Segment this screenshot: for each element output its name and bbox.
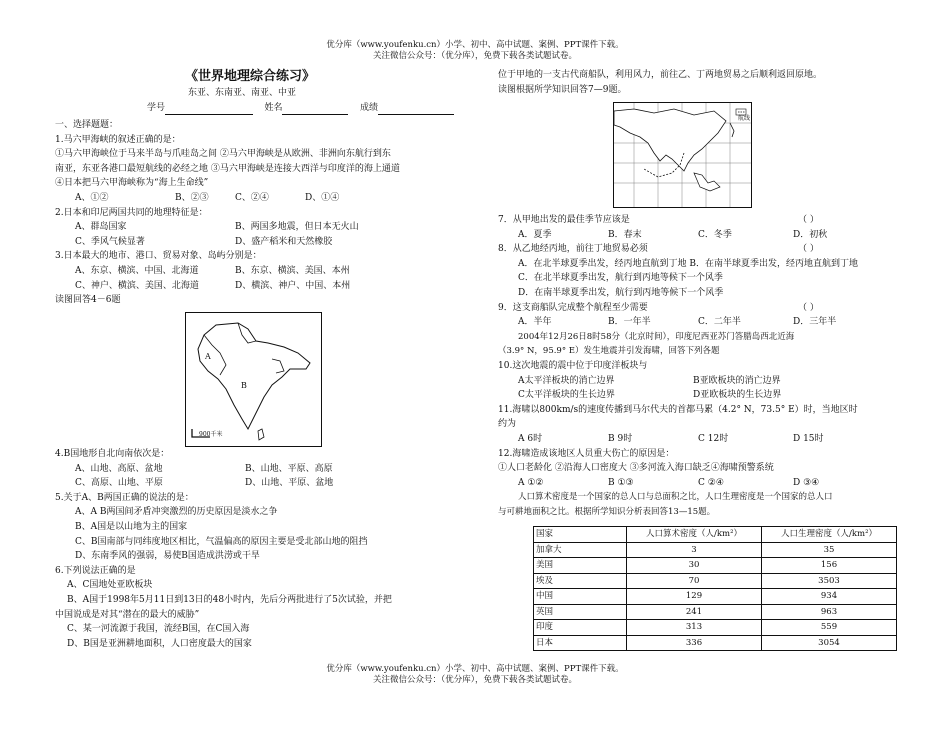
table-cell-physiological: 3503 [762, 573, 897, 589]
q2-option-b[interactable]: B、两国多地震，但日本无火山 [235, 222, 359, 233]
q4-options-row-1 [55, 462, 455, 477]
q11-option-c[interactable]: C 12时 [698, 433, 729, 444]
q4-option-c[interactable]: C、高原、山地、平原 [75, 478, 163, 489]
student-name-field[interactable] [282, 104, 348, 115]
right-questions [498, 213, 900, 519]
q1-line-3: ④日本把马六甲海峡称为“海上生命线” [55, 178, 209, 189]
score-field[interactable] [378, 104, 454, 115]
q3-option-a[interactable]: A、东京、横滨、中国、北海道 [75, 265, 199, 276]
table-cell-physiological: 559 [762, 620, 897, 636]
q1-option-d[interactable]: D、①④ [305, 192, 340, 203]
q6-option-b-line-2: 中国说成是对其“潜在的最大的威胁” [55, 609, 200, 620]
q9-option-c[interactable]: C．二年半 [698, 317, 741, 328]
q1-options [55, 191, 455, 206]
sri-lanka-island [258, 429, 264, 440]
student-no-field[interactable] [165, 104, 253, 115]
table-cell-country: 日本 [534, 635, 627, 651]
q12-options [498, 476, 900, 491]
table-cell-country: 埃及 [534, 573, 627, 589]
footer-line-1: 优分库（www.youfenku.cn）小学、初中、高中试题、案例、PPT课件下载。 [326, 664, 624, 674]
q9-stem: 9．这支商船队完成整个航程至少需要 [498, 302, 648, 313]
q7-option-a[interactable]: A．夏季 [518, 229, 552, 240]
q1-line-1: ①马六甲海峡位于马来半岛与爪哇岛之间 ②马六甲海峡是从欧洲、非洲向东航行到东 [55, 149, 391, 160]
table-cell-physiological: 156 [762, 558, 897, 574]
q4-stem: 4.B国地形自北向南依次是： [55, 449, 170, 459]
table-header-country: 国家 [534, 527, 627, 543]
table-cell-physiological: 3054 [762, 635, 897, 651]
population-intro-line-1: 人口算术密度是一个国家的总人口与总面积之比，人口生理密度是一个国家的总人口 [518, 492, 833, 503]
q11-option-a[interactable]: A 6时 [518, 433, 543, 444]
q6-option-c[interactable]: C、某一河流源于我国，流经B国，在C国入海 [67, 624, 250, 635]
q2-options-row-2 [55, 235, 455, 250]
q5-option-c[interactable]: C、B国南部与同纬度地区相比，气温偏高的原因主要是受北部山地的阻挡 [75, 536, 368, 547]
q1-option-c[interactable]: C、②④ [235, 192, 269, 203]
q7-option-b[interactable]: B．春末 [608, 229, 642, 240]
q9-option-a[interactable]: A．半年 [518, 317, 552, 328]
maritime-islands [694, 173, 720, 191]
q11-options [498, 432, 900, 447]
q9-option-b[interactable]: B．一年半 [608, 317, 651, 328]
table-row [534, 635, 897, 651]
table-cell-physiological: 963 [762, 604, 897, 620]
q7-answer-bracket[interactable]: （ ） [798, 215, 819, 225]
table-cell-country: 印度 [534, 620, 627, 636]
q5-option-a[interactable]: A、A B两国间矛盾冲突激烈的历史原因是淡水之争 [75, 507, 278, 518]
q12-option-d[interactable]: D ③④ [793, 477, 820, 488]
q6-option-d[interactable]: D、B国是亚洲耕地面积，人口密度最大的国家 [67, 638, 252, 649]
page-title: 《世界地理综合练习》 [185, 69, 316, 84]
section-heading: 一、选择题题： [55, 120, 119, 130]
right-intro [498, 68, 900, 97]
map-label-a: A [205, 352, 211, 361]
q10-option-b[interactable]: B亚欧板块的消亡边界 [693, 375, 781, 386]
q10-stem: 10.这次地震的震中位于印度洋板块与 [498, 360, 648, 371]
q3-options-row-2 [55, 279, 455, 294]
q5-option-b[interactable]: B、A国是以山地为主的国家 [75, 521, 188, 532]
table-header-arithmetic-density: 人口算术密度（人/km²） [627, 527, 762, 543]
table-cell-arithmetic: 241 [627, 604, 762, 620]
table-cell-physiological: 35 [762, 542, 897, 558]
q9-stem-row [498, 301, 900, 316]
q8-answer-bracket[interactable]: （ ） [798, 244, 819, 255]
q7-option-d[interactable]: D．初秋 [793, 229, 828, 240]
q12-stem: 12.海啸造成该地区人员重大伤亡的原因是： [498, 448, 675, 459]
population-density-table [533, 526, 897, 651]
page-footer [0, 664, 950, 686]
table-cell-arithmetic: 70 [627, 573, 762, 589]
map-label-b: B [241, 381, 247, 390]
q8-stem: 8．从乙地经丙地，前往丁地贸易必须 [498, 244, 648, 255]
header-line-2: 关注微信公众号：（优分库），免费下载各类试题试卷。 [372, 51, 577, 61]
map-legend-label: 航线 [738, 115, 751, 122]
score-label: 成绩 [359, 103, 378, 113]
table-row [534, 604, 897, 620]
q12-line-1: ①人口老龄化 ②沿海人口密度大 ③多河流入海口缺乏④海啸预警系统 [498, 463, 774, 474]
japan-islands [730, 123, 734, 137]
q10-option-d[interactable]: D亚欧板块的生长边界 [693, 390, 782, 401]
q10-option-a[interactable]: A太平洋板块的消亡边界 [518, 375, 615, 386]
header-line-1: 优分库（www.youfenku.cn）小学、初中、高中试题、案例、PPT课件下载。 [326, 40, 624, 50]
intro-line-2: 读图根据所学知识回答7—9题。 [498, 84, 627, 95]
table-header-row [534, 527, 897, 543]
q12-option-a[interactable]: A ①② [518, 477, 544, 488]
subcontinent-outline [198, 323, 310, 429]
q2-stem: 2.日本和印尼两国共同的地理特征是： [55, 207, 208, 218]
q5-option-d[interactable]: D、东南季风的强弱，易使B国造成洪涝或干旱 [75, 551, 260, 562]
left-column [55, 118, 455, 308]
q3-stem: 3.日本最大的地市、港口、贸易对象、岛屿分别是： [55, 251, 262, 262]
q11-option-d[interactable]: D 15时 [793, 433, 824, 444]
q1-option-a[interactable]: A、①② [75, 192, 109, 203]
q4-option-a[interactable]: A、山地、高原、盆地 [75, 463, 163, 474]
table-cell-physiological: 934 [762, 589, 897, 605]
q8-option-d[interactable]: D．在南半球夏季出发，航行到丙地等候下一个风季 [518, 287, 724, 298]
population-intro-line-2: 与可耕地面积之比。根据所学知识分析表回答13—15题。 [498, 506, 716, 517]
table-cell-arithmetic: 313 [627, 620, 762, 636]
q4-6-instruction: 读图回答4－6题 [55, 295, 121, 306]
q11-line-1: 11.海啸以800km/s的速度传播到马尔代夫的首都马累（4.2° N，73.5° E）时，当地区时 [498, 404, 858, 415]
table-cell-arithmetic: 336 [627, 635, 762, 651]
table-cell-country: 英国 [534, 604, 627, 620]
table-row [534, 620, 897, 636]
table-row [534, 558, 897, 574]
map-scale-label: 900千米 [199, 431, 223, 438]
intro-line-1: 位于甲地的一支古代商船队，利用风力，前往乙、丁两地贸易之后顺利返回原地。 [498, 70, 823, 80]
q1-stem: 1.马六甲海峡的叙述正确的是： [55, 134, 181, 145]
asia-route-map-graphic [614, 103, 751, 207]
q3-option-d[interactable]: D、横滨、神户、中国、本州 [235, 280, 351, 291]
q2-options-row-1 [55, 220, 455, 235]
tsunami-intro-line-1: 2004年12月26日8时58分（北京时间），印度尼西亚苏门答腊岛西北近海 [518, 331, 795, 342]
table-row [534, 589, 897, 605]
q11-option-b[interactable]: B 9时 [608, 433, 633, 444]
table-header-physiological-density: 人口生理密度（人/km²） [762, 527, 897, 543]
table-cell-arithmetic: 129 [627, 589, 762, 605]
table-cell-arithmetic: 3 [627, 542, 762, 558]
table-row [534, 573, 897, 589]
q10-options-row-2 [498, 388, 900, 403]
table-cell-country: 加拿大 [534, 542, 627, 558]
q6-stem: 6.下列说法正确的是 [55, 565, 136, 576]
page-subtitle: 东亚、东南亚、南亚、中亚 [188, 88, 297, 98]
table-row [534, 542, 897, 558]
asia-landmass [614, 109, 726, 171]
q8-option-ab[interactable]: A．在北半球夏季出发，经丙地直航到丁地 B．在南半球夏季出发，经丙地直航到丁地 [518, 258, 858, 269]
south-asia-map-graphic [186, 313, 321, 446]
student-no-label: 学号 [147, 103, 166, 113]
q3-options-row-1 [55, 264, 455, 279]
q4-option-d[interactable]: D、山地、平原、盆地 [245, 478, 334, 489]
q6-option-b-line-1[interactable]: B、A国于1998年5月11日到13日的48小时内，先后分两批进行了5次试验，并把 [67, 594, 392, 605]
q2-option-c[interactable]: C、季风气候显著 [75, 236, 145, 247]
q12-option-c[interactable]: C ②④ [698, 477, 724, 488]
q2-option-a[interactable]: A、群岛国家 [75, 222, 127, 233]
page-header [0, 40, 950, 62]
q4-options-row-2 [55, 476, 455, 491]
q12-option-b[interactable]: B ①③ [608, 477, 634, 488]
q1-option-b[interactable]: B、②③ [175, 192, 209, 203]
q8-stem-row [498, 242, 900, 257]
q10-options-row-1 [498, 374, 900, 389]
table-cell-country: 中国 [534, 589, 627, 605]
q3-option-b[interactable]: B、东京、横滨、美国、本州 [235, 265, 350, 276]
footer-line-2: 关注微信公众号：（优分库），免费下载各类试题试卷。 [372, 675, 577, 685]
table-cell-country: 美国 [534, 558, 627, 574]
q7-options [498, 228, 900, 243]
q8-option-c[interactable]: C．在北半球夏季出发，航行到丙地等候下一个风季 [518, 273, 723, 284]
student-name-label: 姓名 [264, 103, 283, 113]
q9-answer-bracket[interactable]: （ ） [798, 302, 819, 313]
south-asia-map [185, 312, 322, 447]
table-cell-arithmetic: 30 [627, 558, 762, 574]
q6-option-a[interactable]: A、C国地处亚欧板块 [67, 580, 153, 591]
q9-options [498, 315, 900, 330]
q7-option-c[interactable]: C．冬季 [698, 229, 732, 240]
asia-route-map [613, 102, 752, 208]
q2-option-d[interactable]: D、盛产稻米和天然橡胶 [235, 236, 333, 247]
left-column-lower [55, 447, 455, 651]
student-info-line [147, 101, 454, 115]
q7-stem-row [498, 213, 900, 228]
q11-line-2: 约为 [498, 419, 517, 430]
tsunami-intro-line-2: （3.9° N，95.9° E）发生地震并引发海啸，回答下列各题 [498, 346, 720, 357]
q9-option-d[interactable]: D．三年半 [793, 317, 837, 328]
q4-option-b[interactable]: B、山地、平原、高原 [245, 463, 333, 474]
q5-stem: 5.关于A、B两国正确的说法的是： [55, 492, 194, 503]
q3-option-c[interactable]: C、神户、横滨、美国、北海道 [75, 280, 199, 291]
q10-option-c[interactable]: C太平洋板块的生长边界 [518, 390, 615, 401]
q7-stem: 7．从甲地出发的最佳季节应该是 [498, 215, 630, 225]
q1-line-2: 南亚，东亚各港口最短航线的必经之地 ③马六甲海峡是连接大西洋与印度洋的海上通道 [55, 163, 400, 174]
